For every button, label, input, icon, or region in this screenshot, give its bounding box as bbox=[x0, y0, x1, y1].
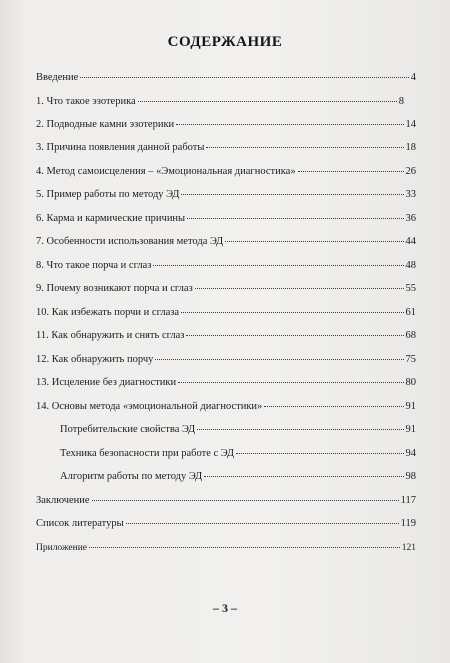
toc-entry-page: 8 bbox=[398, 96, 404, 107]
toc-entry-label: 13. Исцеление без диагностики bbox=[36, 377, 177, 388]
toc-leader-dots bbox=[206, 147, 403, 148]
toc-entry-label: Приложение bbox=[36, 543, 87, 553]
toc-entry bbox=[36, 141, 416, 154]
toc-entry bbox=[36, 282, 416, 295]
toc-entry-label: Введение bbox=[36, 72, 79, 83]
toc-entry-label: 10. Как избежать порчи и сглаза bbox=[36, 307, 180, 318]
toc-leader-dots bbox=[298, 171, 404, 172]
toc-entry-page: 68 bbox=[405, 330, 416, 341]
toc-entry bbox=[36, 71, 416, 84]
toc-entry-label: 4. Метод самоисцеления – «Эмоциональная диагностика» bbox=[36, 166, 296, 177]
toc-entry-label: Потребительские свойства ЭД bbox=[60, 424, 196, 435]
toc-entry-label: 6. Карма и кармические причины bbox=[36, 213, 186, 224]
toc-entry-label: 12. Как обнаружить порчу bbox=[36, 354, 154, 365]
toc-leader-dots bbox=[80, 77, 408, 78]
toc-entry bbox=[36, 542, 416, 555]
toc-entry-page: 117 bbox=[400, 495, 416, 506]
toc-entry-page: 121 bbox=[401, 543, 416, 553]
toc-entry-label: 3. Причина появления данной работы bbox=[36, 142, 205, 153]
toc-entry bbox=[36, 376, 416, 389]
toc-subentry bbox=[60, 447, 416, 460]
toc-leader-dots bbox=[92, 500, 399, 501]
toc-entry bbox=[36, 235, 416, 248]
toc-entry-page: 98 bbox=[405, 471, 416, 482]
toc-entry-page: 48 bbox=[405, 260, 416, 271]
toc-entry-page: 61 bbox=[405, 307, 416, 318]
toc-entry-page: 36 bbox=[405, 213, 416, 224]
toc-entry-label: 8. Что такое порча и сглаз bbox=[36, 260, 152, 271]
toc-leader-dots bbox=[195, 288, 404, 289]
toc-entry bbox=[36, 212, 416, 225]
toc-leader-dots bbox=[126, 523, 399, 524]
toc-entry-label: 7. Особенности использования метода ЭД bbox=[36, 236, 224, 247]
toc-entry bbox=[36, 494, 416, 507]
toc-leader-dots bbox=[89, 547, 400, 548]
toc-entry bbox=[36, 188, 416, 201]
toc-entry-label: Алгоритм работы по методу ЭД bbox=[60, 471, 203, 482]
page-title: СОДЕРЖАНИЕ bbox=[167, 34, 283, 50]
toc-leader-dots bbox=[187, 218, 403, 219]
toc-entry bbox=[36, 400, 416, 413]
toc-entry-page: 91 bbox=[405, 424, 416, 435]
toc-subentry bbox=[60, 423, 416, 436]
toc-leader-dots bbox=[236, 453, 404, 454]
toc-entry bbox=[36, 353, 416, 366]
toc-entry-page: 75 bbox=[405, 354, 416, 365]
toc-entry-page: 94 bbox=[405, 448, 416, 459]
toc-entry-page: 14 bbox=[405, 119, 416, 130]
toc-leader-dots bbox=[186, 335, 403, 336]
toc-entry-page: 18 bbox=[405, 142, 416, 153]
toc-entry-label: 5. Пример работы по методу ЭД bbox=[36, 189, 180, 200]
toc-leader-dots bbox=[153, 265, 403, 266]
toc-entry-page: 4 bbox=[410, 72, 416, 83]
toc-entry-page: 55 bbox=[405, 283, 416, 294]
toc-leader-dots bbox=[181, 194, 403, 195]
toc-entry-label: 9. Почему возникают порча и сглаз bbox=[36, 283, 193, 294]
toc-entry-page: 26 bbox=[405, 166, 416, 177]
toc-entry-label: Заключение bbox=[36, 495, 90, 506]
toc-entry-page: 33 bbox=[405, 189, 416, 200]
toc-entry-label: 14. Основы метода «эмоциональной диагностики» bbox=[36, 401, 263, 412]
page-number: – 3 – bbox=[213, 601, 237, 615]
table-of-contents bbox=[36, 0, 416, 663]
toc-entry bbox=[36, 306, 416, 319]
toc-leader-dots bbox=[181, 312, 403, 313]
toc-entry-label: 1. Что такое эзотерика bbox=[36, 96, 136, 107]
toc-entry-page: 91 bbox=[405, 401, 416, 412]
toc-entry-page: 44 bbox=[405, 236, 416, 247]
toc-entry bbox=[36, 517, 416, 530]
toc-entry-page: 119 bbox=[400, 518, 416, 529]
toc-entry-page: 80 bbox=[405, 377, 416, 388]
toc-entry bbox=[36, 95, 404, 108]
toc-entry-label: Техника безопасности при работе с ЭД bbox=[60, 448, 234, 459]
toc-entry-label: 2. Подводные камни эзотерики bbox=[36, 119, 175, 130]
toc-leader-dots bbox=[197, 429, 403, 430]
toc-leader-dots bbox=[178, 382, 403, 383]
toc-leader-dots bbox=[176, 124, 403, 125]
toc-leader-dots bbox=[264, 406, 403, 407]
toc-entry bbox=[36, 329, 416, 342]
toc-entry-label: 11. Как обнаружить и снять сглаз bbox=[36, 330, 185, 341]
toc-leader-dots bbox=[155, 359, 403, 360]
toc-entry bbox=[36, 165, 416, 178]
toc-entry bbox=[36, 259, 416, 272]
toc-leader-dots bbox=[225, 241, 403, 242]
toc-leader-dots bbox=[138, 101, 397, 102]
toc-subentry bbox=[60, 470, 416, 483]
toc-entry bbox=[36, 118, 416, 131]
toc-entry-label: Список литературы bbox=[36, 518, 124, 529]
toc-leader-dots bbox=[204, 476, 403, 477]
